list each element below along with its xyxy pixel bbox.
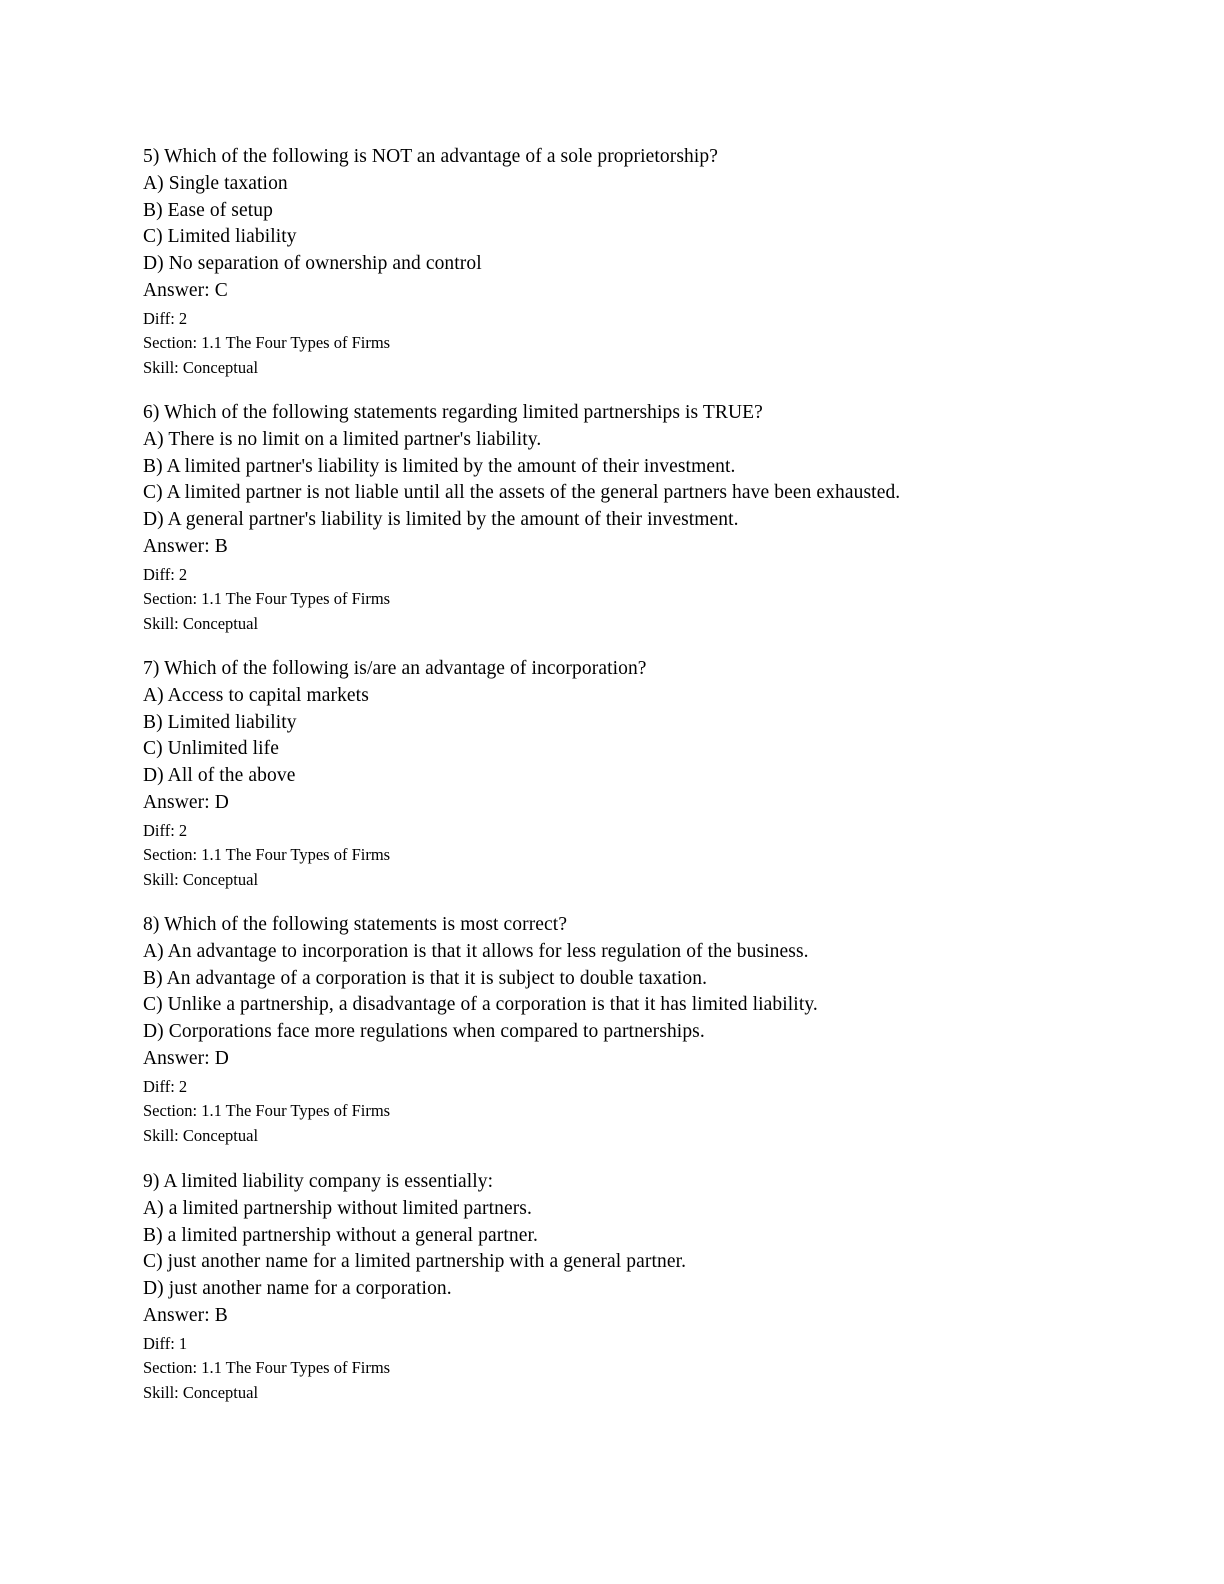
section-line: Section: 1.1 The Four Types of Firms (143, 589, 391, 608)
question-stem: 6) Which of the following statements regarding limited partnerships is TRUE? (143, 402, 763, 423)
option-c: C) Unlike a partnership, a disadvantage of a corporation is that it has limited liability. (143, 994, 818, 1016)
question-stem: 9) A limited liability company is essentially: (143, 1171, 494, 1192)
section-line: Section: 1.1 The Four Types of Firms (143, 1101, 391, 1120)
option-b: B) An advantage of a corporation is that it is subject to double taxation. (143, 967, 708, 989)
option-d: D) A general partner's liability is limited by the amount of their investment. (143, 509, 739, 530)
answer-line: Answer: D (143, 791, 229, 813)
question-block (143, 912, 1143, 1148)
question-block (143, 656, 1143, 892)
option-a: A) a limited partnership without limited partners. (143, 1197, 532, 1219)
option-c: C) Unlimited life (143, 738, 280, 760)
question-block (143, 400, 1143, 636)
difficulty-line: Diff: 2 (143, 820, 188, 840)
question-block (143, 1169, 1143, 1405)
option-a: A) There is no limit on a limited partner's liability. (143, 428, 542, 450)
difficulty-line: Diff: 2 (143, 1076, 188, 1096)
skill-line: Skill: Conceptual (143, 1382, 259, 1402)
answer-line: Answer: B (143, 1304, 228, 1326)
option-b: B) Ease of setup (143, 199, 273, 221)
option-c: C) just another name for a limited partnership with a general partner. (143, 1251, 687, 1273)
option-c: C) A limited partner is not liable until all the assets of the general partners have been exhausted. (143, 482, 901, 504)
difficulty-line: Diff: 1 (143, 1333, 188, 1353)
option-b: B) a limited partnership without a general partner. (143, 1224, 538, 1246)
difficulty-line: Diff: 2 (143, 564, 188, 584)
skill-line: Skill: Conceptual (143, 613, 259, 633)
option-d: D) No separation of ownership and control (143, 253, 482, 274)
option-d: D) just another name for a corporation. (143, 1278, 452, 1299)
option-a: A) Access to capital markets (143, 684, 369, 706)
skill-line: Skill: Conceptual (143, 357, 259, 377)
skill-line: Skill: Conceptual (143, 1125, 259, 1145)
answer-line: Answer: B (143, 535, 228, 557)
option-b: B) A limited partner's liability is limited by the amount of their investment. (143, 455, 736, 477)
answer-line: Answer: D (143, 1047, 229, 1069)
question-block (143, 144, 1143, 380)
option-d: D) All of the above (143, 765, 296, 786)
option-a: A) Single taxation (143, 172, 288, 194)
section-line: Section: 1.1 The Four Types of Firms (143, 333, 391, 352)
section-line: Section: 1.1 The Four Types of Firms (143, 1358, 391, 1377)
difficulty-line: Diff: 2 (143, 308, 188, 328)
section-line: Section: 1.1 The Four Types of Firms (143, 845, 391, 864)
option-d: D) Corporations face more regulations when compared to partnerships. (143, 1021, 705, 1042)
question-stem: 5) Which of the following is NOT an advantage of a sole proprietorship? (143, 146, 718, 167)
option-c: C) Limited liability (143, 226, 297, 248)
question-stem: 7) Which of the following is/are an advantage of incorporation? (143, 658, 647, 679)
option-a: A) An advantage to incorporation is that it allows for less regulation of the business. (143, 940, 809, 962)
answer-line: Answer: C (143, 279, 228, 301)
question-stem: 8) Which of the following statements is most correct? (143, 914, 568, 935)
option-b: B) Limited liability (143, 711, 297, 733)
skill-line: Skill: Conceptual (143, 869, 259, 889)
